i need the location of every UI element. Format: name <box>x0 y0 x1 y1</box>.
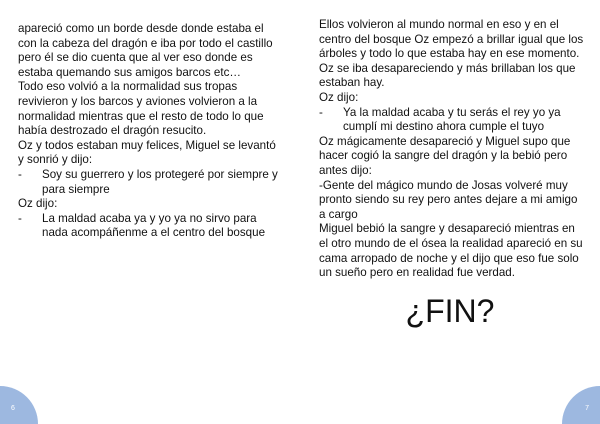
right-page-number: 7 <box>585 405 589 412</box>
left-paragraph-3: Oz y todos estaban muy felices, Miguel se levantó y sonrió y dijo: <box>18 138 276 167</box>
right-page-text <box>319 18 587 281</box>
left-paragraph-1: apareció como un borde desde donde estaba el con la cabeza del dragón e iba por todo el castillo pero él se dio cuenta que al ver eso donde es estaba quemando sus amigos barcos etc… <box>18 22 273 79</box>
dialogue-dash: - <box>319 105 323 119</box>
dialogue-dash: - <box>18 167 22 181</box>
left-dialogue-1-text: Soy su guerrero y los protegeré por siempre y para siempre <box>42 167 278 196</box>
left-page-number: 6 <box>11 405 15 412</box>
dialogue-dash: - <box>18 211 22 225</box>
right-paragraph-1: Ellos volvieron al mundo normal en eso y en el centro del bosque Oz empezó a brillar igual que los árboles y todo lo que estaba hay en ese momento. Oz se iba desapareciendo y más brillaban los que estaban hay. <box>319 18 584 90</box>
left-oz-label: Oz dijo: <box>18 197 58 211</box>
right-paragraph-3: -Gente del mágico mundo de Josas volveré muy pronto siendo su rey pero antes dejare a mi amigo a cargo <box>319 178 578 221</box>
left-dialogue-2-text: La maldad acaba ya y yo ya no sirvo para nada acompáñenme a el centro del bosque <box>42 211 266 240</box>
left-paragraph-2: Todo eso volvió a la normalidad sus tropas revivieron y los barcos y aviones volvieron a la normalidad mientras que el resto de todo lo que había destrozado el dragón resucito. <box>18 80 264 138</box>
right-dialogue-1 <box>319 106 587 135</box>
fin-heading: ¿FIN? <box>405 293 495 329</box>
left-page-text <box>18 22 284 241</box>
right-paragraph-2: Oz mágicamente desapareció y Miguel supo que hacer cogió la sangre del dragón y la bebió pero antes dijo: <box>319 134 571 177</box>
left-dialogue-1 <box>18 168 284 197</box>
right-page <box>300 0 600 424</box>
right-corner-circle <box>562 386 600 424</box>
left-dialogue-2 <box>18 212 284 241</box>
right-oz-label: Oz dijo: <box>319 90 359 104</box>
right-dialogue-1-text: Ya la maldad acaba y tu serás el rey yo ya cumplí mi destino ahora cumple el tuyo <box>343 105 561 134</box>
left-corner-circle <box>0 386 38 424</box>
right-paragraph-4: Miguel bebió la sangre y desapareció mientras en el otro mundo de el ósea la realidad apareció en su cama arropado de noche y el dijo que eso fue solo un sueño pero en realidad fue verdad. <box>319 222 583 280</box>
